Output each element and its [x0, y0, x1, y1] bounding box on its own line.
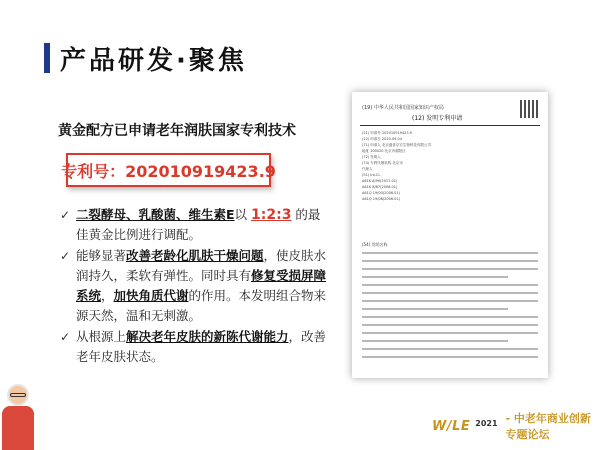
- patent-number-box: [61, 153, 276, 187]
- check-icon: ✓: [60, 208, 71, 222]
- abstract-text-line: [362, 332, 538, 334]
- glasses-icon: [10, 393, 26, 397]
- bullet-text-part: 加快角质代谢: [113, 288, 189, 303]
- bullet-text-part: 的最佳黄金比例进行调配。: [76, 207, 321, 242]
- patent-number-text: 专利号：202010919423.9: [61, 161, 276, 181]
- patent-document-image: [352, 92, 548, 378]
- bullet-text-part: 改善老龄化肌肤干燥问题: [126, 248, 264, 263]
- abstract-text-line: [362, 340, 508, 342]
- document-line: A61K 8/99(2017.01): [362, 179, 398, 183]
- document-line: (22) 申请日 2020.09.04: [362, 137, 402, 141]
- document-line: (51) Int.Cl.: [362, 173, 381, 177]
- abstract-text-line: [362, 284, 538, 286]
- page-title: 产品研发·聚焦: [60, 46, 247, 76]
- forum-logo: W/LE: [432, 418, 471, 434]
- abstract-text-line: [362, 324, 538, 326]
- bullet-text-part: ，使皮肤水润持久，柔软有弹性。同时具有: [76, 248, 327, 283]
- abstract-text-line: [362, 308, 508, 310]
- bullet-text-part: 从根源上: [76, 329, 127, 344]
- abstract-text-line: [362, 252, 538, 254]
- document-line: A61K 8/67(2006.01): [362, 185, 398, 189]
- slide-header: [0, 0, 600, 90]
- abstract-text-line: [362, 356, 538, 358]
- abstract-text-line: [362, 276, 508, 278]
- avatar-body: [2, 406, 34, 450]
- document-line: (71) 申请人 北京盛世京宏生物科技有限公司: [362, 143, 431, 147]
- document-line: (72) 发明人: [362, 155, 381, 159]
- bullet-text-part: 二裂酵母、乳酸菌、维生素E: [76, 207, 235, 222]
- abstract-text-line: [362, 348, 538, 350]
- document-line: A61Q 19/08(2006.01): [362, 197, 401, 201]
- abstract-text-line: [362, 260, 538, 262]
- check-icon: ✓: [60, 249, 71, 263]
- header-accent-bar: [44, 43, 50, 73]
- feature-bullet-list: [62, 205, 332, 368]
- qr-code-icon: [520, 100, 538, 118]
- forum-year: 2021: [475, 418, 498, 428]
- bullet-text-part: 以: [234, 207, 252, 222]
- feature-bullet: [62, 327, 332, 367]
- feature-bullet: [62, 246, 332, 326]
- abstract-text-line: [362, 300, 538, 302]
- bullet-text-part: ，改善老年皮肤状态。: [76, 329, 327, 364]
- document-bibliographic-lines: [362, 130, 538, 202]
- bullet-text-part: ，: [101, 288, 114, 303]
- elderly-woman-illustration: [0, 380, 36, 450]
- check-icon: ✓: [60, 330, 71, 344]
- bullet-text-part: 解决老年皮肤的新陈代谢能力: [126, 329, 289, 344]
- document-kind: (12) 发明专利申请: [412, 115, 463, 122]
- document-line: A61Q 19/00(2006.01): [362, 191, 401, 195]
- document-abstract-title: (54) 发明名称: [362, 242, 388, 247]
- bullet-text-part: 的作用。本发明组合物来源天然，温和无刺激。: [76, 288, 327, 323]
- abstract-text-line: [362, 292, 538, 294]
- abstract-text-line: [362, 268, 538, 270]
- bullet-text-part: 修复受损屏障系统: [76, 268, 327, 303]
- forum-name: - 中老年商业创新专题论坛: [505, 412, 591, 441]
- document-line: 代理人: [362, 167, 373, 171]
- section-subtitle: 黄金配方已申请老年润肤国家专利技术: [58, 123, 296, 139]
- bullet-text-part: 能够显著: [76, 248, 127, 263]
- document-line: 地址 100020 北京市朝阳区: [362, 149, 406, 153]
- document-divider: [360, 125, 540, 126]
- document-line: (74) 专利代理机构 北京市: [362, 161, 403, 165]
- document-line: (21) 申请号 202010919423.9: [362, 131, 412, 135]
- feature-bullet: [62, 205, 332, 245]
- document-authority: (19) 中华人民共和国国家知识产权局: [362, 105, 444, 111]
- abstract-text-line: [362, 316, 538, 318]
- footer-brand: [432, 410, 600, 442]
- bullet-text-part: 1:2:3: [251, 207, 292, 223]
